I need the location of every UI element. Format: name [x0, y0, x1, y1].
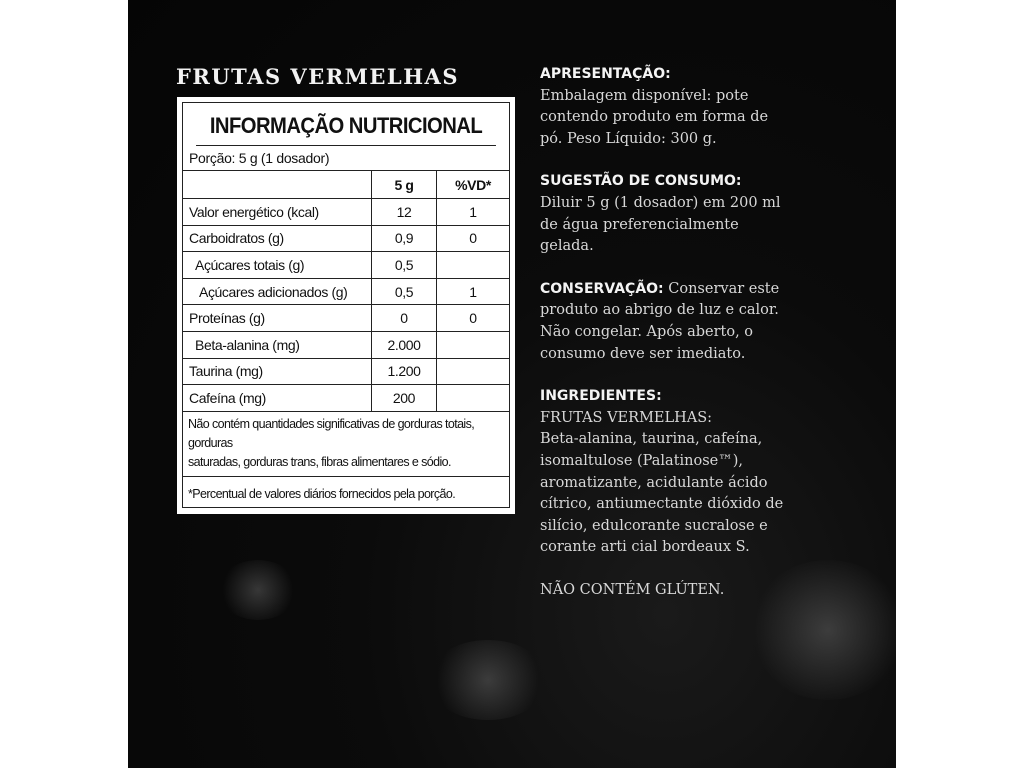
table-row [183, 305, 509, 332]
section-line: consumo deve ser imediato. [540, 345, 746, 362]
header-qty: 5 g [372, 171, 437, 199]
table-row [183, 358, 509, 385]
nutrition-note [183, 412, 509, 477]
product-info-panel [128, 0, 896, 768]
flavor-title: FRUTAS VERMELHAS [176, 64, 459, 89]
nutrient-name: Valor energético (kcal) [183, 199, 372, 226]
table-header-row [183, 171, 509, 199]
section-line: silício, edulcorante sucralose e [540, 517, 768, 534]
section-line: aromatizante, acidulante ácido [540, 474, 768, 491]
nutrient-qty: 0,9 [372, 225, 437, 252]
note-line: saturadas, gorduras trans, fibras alimentares e sódio. [188, 454, 451, 469]
section-heading: CONSERVAÇÃO: [540, 280, 664, 297]
section-heading: SUGESTÃO DE CONSUMO: [540, 173, 742, 190]
section-line: Não congelar. Após aberto, o [540, 323, 754, 340]
nutrient-vd: 0 [437, 305, 510, 332]
nutrient-vd: 1 [437, 278, 510, 305]
section-line: gelada. [540, 238, 594, 255]
nutrient-qty: 1.200 [372, 358, 437, 385]
section-line-rest: Conservar este [663, 280, 780, 297]
section-line: produto ao abrigo de luz e calor. [540, 302, 779, 319]
nutrient-name: Açúcares adicionados (g) [183, 278, 372, 305]
section-line: Embalagem disponível: pote [540, 87, 749, 104]
nutrition-grid [183, 171, 509, 412]
table-row [183, 385, 509, 412]
table-row [183, 199, 509, 226]
nutrient-name: Cafeína (mg) [183, 385, 372, 412]
header-vd: %VD* [437, 171, 510, 199]
nutrient-vd [437, 385, 510, 412]
gluten-notice: NÃO CONTÉM GLÚTEN. [540, 581, 725, 598]
nutrient-qty: 12 [372, 199, 437, 226]
section-conservacao [540, 279, 880, 365]
section-first-line [540, 279, 880, 301]
section-apresentacao [540, 64, 880, 150]
table-row [183, 252, 509, 279]
nutrient-qty: 200 [372, 385, 437, 412]
nutrient-qty: 2.000 [372, 331, 437, 358]
section-line: cítrico, antiumectante dióxido de [540, 496, 784, 513]
section-line: de água preferencialmente [540, 216, 739, 233]
portion-size: Porção: 5 g (1 dosador) [183, 146, 509, 171]
table-row [183, 278, 509, 305]
nutrient-qty: 0,5 [372, 278, 437, 305]
nutrient-qty: 0 [372, 305, 437, 332]
nutrient-vd: 0 [437, 225, 510, 252]
nutrient-vd [437, 358, 510, 385]
section-line: FRUTAS VERMELHAS: [540, 409, 713, 426]
product-details [540, 64, 880, 622]
section-line: isomaltulose (Palatinose™), [540, 452, 744, 469]
section-heading: APRESENTAÇÃO: [540, 66, 671, 82]
nutrient-vd [437, 252, 510, 279]
nutrient-name: Taurina (mg) [183, 358, 372, 385]
table-row [183, 331, 509, 358]
nutrient-name: Carboidratos (g) [183, 225, 372, 252]
section-heading: INGREDIENTES: [540, 388, 662, 405]
section-line: Diluir 5 g (1 dosador) em 200 ml [540, 194, 781, 211]
section-line: pó. Peso Líquido: 300 g. [540, 130, 717, 147]
nutrient-vd [437, 331, 510, 358]
nutrient-name: Proteínas (g) [183, 305, 372, 332]
nutrient-qty: 0,5 [372, 252, 437, 279]
section-line: contendo produto em forma de [540, 109, 769, 126]
section-ingredientes [540, 386, 880, 559]
nutrition-title: INFORMAÇÃO NUTRICIONAL [196, 103, 496, 146]
table-row [183, 225, 509, 252]
header-blank [183, 171, 372, 199]
section-sugestao [540, 171, 880, 257]
nutrition-footnote: *Percentual de valores diários fornecidos pela porção. [188, 486, 456, 501]
section-line: Beta-alanina, taurina, cafeína, [540, 431, 763, 448]
nutrient-vd: 1 [437, 199, 510, 226]
nutrient-name: Beta-alanina (mg) [183, 331, 372, 358]
nutrition-facts-table [177, 97, 515, 514]
note-line: Não contém quantidades significativas de gorduras totais, gorduras [188, 416, 475, 450]
section-gluten [540, 580, 880, 602]
nutrient-name: Açúcares totais (g) [183, 252, 372, 279]
section-line: corante arti cial bordeaux S. [540, 539, 750, 556]
